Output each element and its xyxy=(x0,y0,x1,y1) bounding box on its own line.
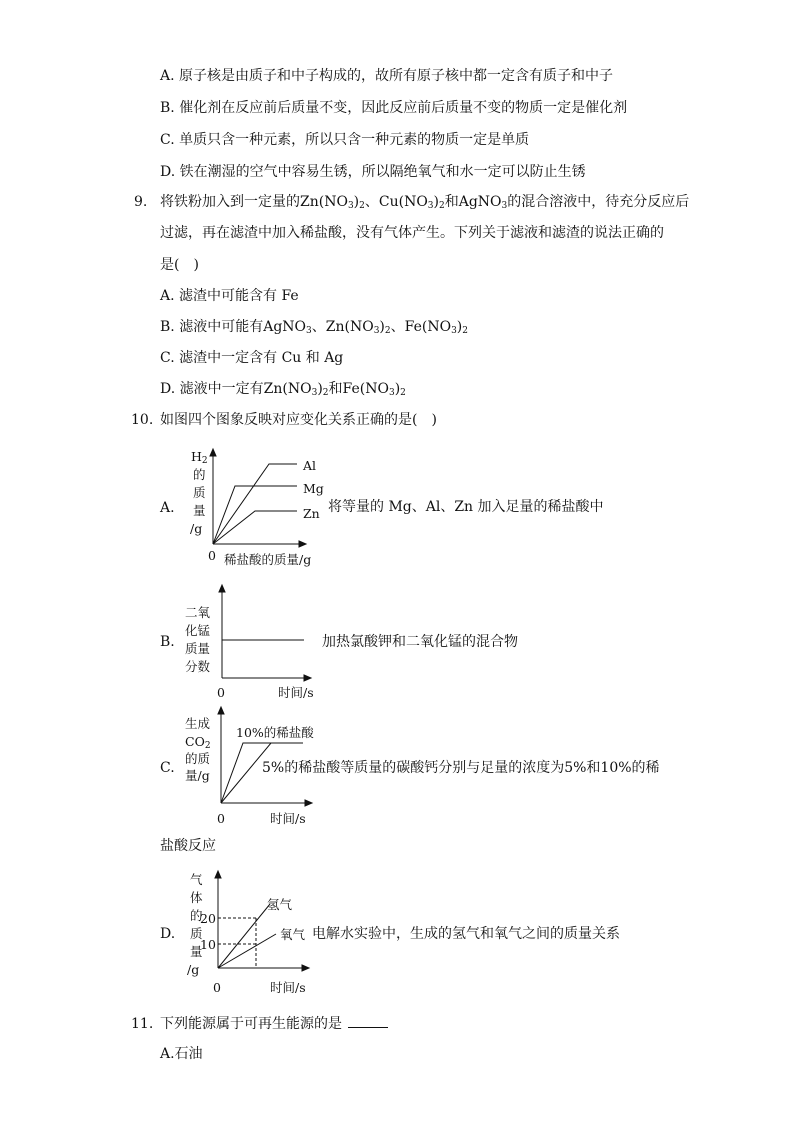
graph-d-series-h2: 氢气 xyxy=(267,897,293,912)
graph-a-line-mg xyxy=(213,486,297,544)
graph-a-origin: 0 xyxy=(208,548,216,563)
graph-b-ylabel-3: 质量 xyxy=(185,641,211,656)
q8-option-c: C. 单质只含一种元素，所以只含一种元素的物质一定是单质 xyxy=(160,132,530,148)
graph-a-ylabel-2: 的 xyxy=(193,467,206,482)
graph-a-caption: 将等量的 Mg、Al、Zn 加入足量的稀盐酸中 xyxy=(328,499,604,515)
graph-a-ylabel-4: 量 xyxy=(193,503,206,518)
graph-d-origin: 0 xyxy=(213,980,221,995)
graph-d-ylabel-3: 的 xyxy=(190,908,203,923)
q9-option-b xyxy=(160,318,468,336)
q9-stem-prefix: 将铁粉加入到一定量的 xyxy=(160,194,300,210)
graph-a-series-al: Al xyxy=(303,458,317,473)
graph-a-ylabel-3: 质 xyxy=(193,485,206,500)
graph-d-series-o2: 氧气 xyxy=(280,927,306,942)
q10-d-letter: D. xyxy=(160,926,176,942)
graph-a-xlabel: 稀盐酸的质量/g xyxy=(224,552,312,567)
graph-d-ylabel-5: 量 xyxy=(190,944,203,959)
q9-formula-ag: AgNO$_3$ xyxy=(458,194,508,211)
graph-b-xlabel: 时间/s xyxy=(278,685,314,700)
q9-stem-suffix: 的混合溶液中，待充分反应后 xyxy=(507,194,690,210)
graph-b-y-arrow xyxy=(219,585,225,592)
graph-d-tick-10: 10 xyxy=(200,937,216,952)
graph-d-ylabel-4: 质 xyxy=(190,926,203,941)
q10-c-letter: C. xyxy=(160,760,175,776)
q9-option-d-prefix: D. 滤液中一定有 xyxy=(160,381,264,397)
q10-b-letter: B. xyxy=(160,634,175,650)
graph-b-caption: 加热氯酸钾和二氧化锰的混合物 xyxy=(322,634,518,650)
graph-b-ylabel-4: 分数 xyxy=(185,659,211,674)
graph-c-caption: 等质量的碳酸钙分别与足量的浓度为5%和10%的稀 xyxy=(340,760,660,776)
graph-a-y-arrow xyxy=(210,449,216,456)
q10-number: 10. xyxy=(131,412,154,428)
graph-c-series-5pct: 5%的稀盐酸 xyxy=(262,760,341,776)
graph-a-ylabel-h2: $H_2$ xyxy=(191,449,208,466)
q9-stem-line2: 过滤，再在滤渣中加入稀盐酸，没有气体产生。下列关于滤液和滤渣的说法正确的 xyxy=(160,225,664,241)
graph-a-line-al xyxy=(213,464,297,544)
q8-option-a: A. 原子核是由质子和中子构成的，故所有原子核中都一定含有质子和中子 xyxy=(160,68,614,84)
graph-b-x-arrow xyxy=(304,675,311,681)
graph-d-ylabel-6: /g xyxy=(187,962,200,977)
q9-stem-line1 xyxy=(160,193,689,211)
q11-number: 11. xyxy=(131,1016,154,1032)
q9-formula-cu: $Cu(NO_3)_2$ xyxy=(378,194,445,211)
graph-c-ylabel-4: 量/g xyxy=(185,768,210,783)
q8-option-d: D. 铁在潮湿的空气中容易生锈，所以隔绝氧气和水一定可以防止生锈 xyxy=(160,164,586,180)
q11-option-a: A.石油 xyxy=(160,1046,203,1062)
graph-c-xlabel: 时间/s xyxy=(270,811,306,826)
graph-b-ylabel-1: 二氧 xyxy=(185,605,211,620)
graph-c-caption-cont: 盐酸反应 xyxy=(160,838,216,854)
graph-d-y-arrow xyxy=(215,871,221,878)
q9-number: 9. xyxy=(134,194,148,210)
q11-answer-blank[interactable] xyxy=(348,1015,388,1028)
graph-c-ylabel-co2: $CO_2$ xyxy=(185,734,211,751)
q9-formula-zn: $Zn(NO_3)_2$ xyxy=(300,194,365,211)
q10-a-letter: A. xyxy=(160,500,175,516)
graph-a-ylabel-5: /g xyxy=(190,521,203,536)
q8-option-b: B. 催化剂在反应前后质量不变，因此反应前后质量不变的物质一定是催化剂 xyxy=(160,100,628,116)
graph-c-caption-line xyxy=(262,759,660,777)
graph-a-x-arrow xyxy=(299,541,306,547)
graph-c-y-arrow xyxy=(218,707,224,714)
graph-a-series-zn: Zn xyxy=(303,506,320,521)
graph-c-ylabel-3: 的质 xyxy=(185,751,211,766)
graph-d-tick-20: 20 xyxy=(200,911,216,926)
q9-option-b-prefix: B. 滤液中可能有 xyxy=(160,319,264,335)
q9-option-c: C. 滤渣中一定含有 Cu 和 Ag xyxy=(160,350,344,366)
graph-d-xlabel: 时间/s xyxy=(270,980,306,995)
q9-stem-line3: 是( ) xyxy=(160,257,199,273)
q10-stem: 如图四个图象反映对应变化关系正确的是( ) xyxy=(160,412,437,428)
q9-option-d-formulas: $Zn(NO_3)_2$和$Fe(NO_3)_2$ xyxy=(263,381,406,398)
graph-b-ylabel-2: 化锰 xyxy=(185,623,211,638)
q9-sep: 、 xyxy=(364,194,379,210)
q9-and: 和 xyxy=(444,194,459,210)
graph-c-origin: 0 xyxy=(217,811,225,826)
graph-c-plot xyxy=(213,706,323,810)
graph-d-plot xyxy=(210,870,320,976)
q9-option-d xyxy=(160,380,406,398)
graph-d-line-o2 xyxy=(218,934,276,968)
q9-option-a: A. 滤渣中可能含有 Fe xyxy=(160,288,299,304)
q9-option-b-formulas: AgNO$_3$、$Zn(NO_3)_2$、$Fe(NO_3)_2$ xyxy=(263,319,468,336)
q11-stem-line xyxy=(160,1015,388,1033)
graph-b-origin: 0 xyxy=(217,685,225,700)
graph-d-line-h2 xyxy=(218,904,270,968)
graph-c-ylabel-1: 生成 xyxy=(185,716,211,731)
graph-a-series-mg: Mg xyxy=(303,481,324,496)
graph-c-x-arrow xyxy=(305,800,312,806)
graph-d-x-arrow xyxy=(302,965,309,971)
graph-b-plot xyxy=(214,584,324,684)
q11-stem: 下列能源属于可再生能源的是 xyxy=(160,1016,342,1032)
graph-d-ylabel-1: 气 xyxy=(190,872,203,887)
graph-c-series-10pct: 10%的稀盐酸 xyxy=(236,725,314,740)
graph-d-ylabel-2: 体 xyxy=(190,890,203,905)
graph-a-line-zn xyxy=(213,511,297,544)
graph-d-caption: 电解水实验中，生成的氢气和氧气之间的质量关系 xyxy=(312,926,620,942)
